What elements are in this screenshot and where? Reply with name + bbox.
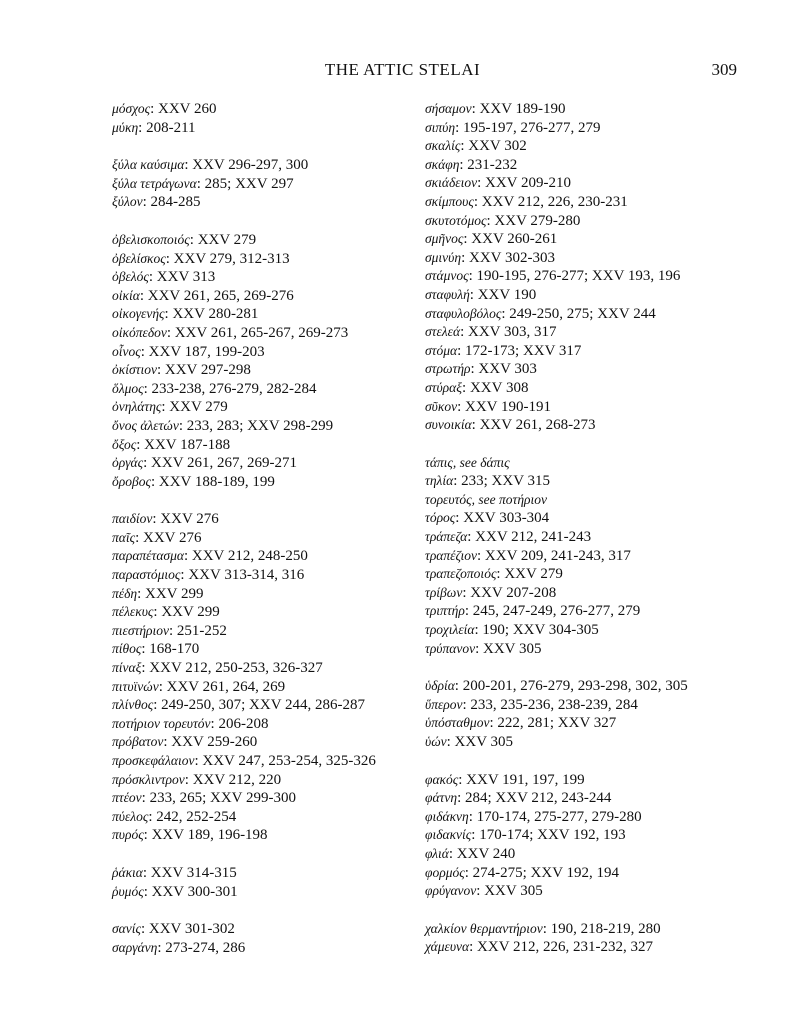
index-references: : 285; XXV 297 [196, 175, 294, 192]
index-entry [425, 677, 745, 696]
index-references: : 233, 265; XXV 299-300 [141, 790, 296, 807]
index-entry [425, 789, 745, 808]
index-term: οἰκόπεδον [112, 324, 167, 340]
index-entry [112, 808, 412, 827]
index-term: πτέον [112, 790, 142, 806]
index-references: : XXV 280-281 [164, 306, 259, 323]
index-term: ξύλον [112, 194, 143, 210]
index-group [112, 100, 412, 137]
index-entry [425, 882, 745, 901]
index-entry [425, 640, 745, 659]
index-entry [425, 621, 745, 640]
index-term: πλίνθος [112, 697, 154, 713]
index-term: πύελος [112, 808, 149, 824]
index-references: : 208-211 [138, 119, 196, 136]
index-references: : 242, 252-254 [148, 808, 237, 825]
index-entry [112, 231, 412, 250]
index-term: σῦκον [425, 398, 458, 414]
index-entry [425, 249, 745, 268]
index-entry [425, 826, 745, 845]
index-references: : XXV 209, 241-243, 317 [477, 547, 631, 564]
index-term: σκάφη [425, 156, 460, 172]
index-entry [112, 343, 412, 362]
index-references: : XXV 303, 317 [460, 324, 557, 341]
index-references: : XXV 276 [135, 529, 202, 546]
index-references: : XXV 302-303 [461, 249, 555, 266]
index-references: : XXV 299 [137, 585, 204, 602]
index-references: : XXV 212, 248-250 [183, 548, 308, 565]
index-references: : XXV 299 [153, 604, 220, 621]
index-group [112, 920, 412, 957]
index-group [425, 100, 745, 435]
index-term: σιπύη [425, 119, 456, 135]
index-entry [425, 472, 745, 491]
index-term: ὀνηλάτης [112, 399, 162, 415]
index-references: : 245, 247-249, 276-277, 279 [464, 603, 641, 620]
index-entry [425, 864, 745, 883]
index-term: ὀργάς [112, 455, 144, 471]
index-entry [112, 547, 412, 566]
index-references: : 170-174; XXV 192, 193 [471, 827, 626, 844]
page-number: 309 [711, 60, 737, 79]
index-references: : XXV 308 [462, 379, 529, 396]
index-term: πέλεκυς [112, 604, 154, 620]
index-term: πίναξ [112, 660, 142, 676]
index-term: ὀβελός [112, 269, 149, 285]
index-references: : XXV 279, 312-313 [165, 250, 290, 267]
index-references: : 190, 218-219, 280 [542, 920, 661, 937]
index-term: τάπις, see δάπις [425, 454, 510, 470]
index-entry [425, 305, 745, 324]
index-entry [425, 528, 745, 547]
index-entry [112, 864, 412, 883]
index-term: χαλκίον θερμαντήριον [425, 920, 543, 936]
index-term: φακός [425, 771, 459, 787]
index-term: τράπεζα [425, 529, 468, 545]
index-entry [425, 584, 745, 603]
index-references: : 251-252 [169, 622, 227, 639]
index-term: οἶνος [112, 343, 141, 359]
index-references: : XXV 276 [152, 511, 219, 528]
index-references: : XXV 279 [189, 231, 257, 248]
index-entry [112, 305, 412, 324]
index-entry [425, 808, 745, 827]
index-term: προσκεφάλαιον [112, 753, 195, 768]
index-term: σκαλίς [425, 138, 461, 154]
index-entry [112, 659, 412, 678]
index-entry [425, 547, 745, 566]
index-entry [425, 137, 745, 156]
index-references: : XXV 303 [470, 361, 537, 378]
index-group [425, 454, 745, 659]
index-group [112, 231, 412, 491]
index-term: παῖς [112, 529, 136, 545]
index-entry [112, 119, 412, 138]
index-references: : XXV 212, 226, 230-231 [473, 193, 628, 210]
index-entry [112, 436, 412, 455]
index-term: μύκη [112, 119, 139, 135]
index-term: ξύλα τετράγωνα [112, 175, 197, 191]
index-entry [425, 714, 745, 733]
index-term: πέδη [112, 585, 138, 601]
index-entry [425, 267, 745, 286]
index-term: τόρος [425, 510, 456, 526]
index-entry [425, 491, 745, 510]
index-term: σκιάδειον [425, 175, 478, 191]
index-references: : XXV 260-261 [463, 231, 558, 248]
index-entry [112, 324, 412, 343]
index-entry [112, 733, 412, 752]
index-references: : XXV 247, 253-254, 325-326 [194, 753, 376, 769]
index-references: : 233-238, 276-279, 282-284 [143, 380, 317, 397]
index-references: : 249-250, 275; XXV 244 [501, 305, 656, 322]
index-entry [112, 603, 412, 622]
index-references: : XXV 313 [148, 269, 216, 286]
index-references: : XXV 305 [446, 734, 514, 750]
index-references: : XXV 261, 267, 269-271 [143, 455, 298, 472]
index-entry [425, 920, 745, 939]
index-references: : 249-250, 307; XXV 244, 286-287 [153, 697, 366, 714]
index-references: : XXV 207-208 [462, 584, 557, 601]
index-references: : XXV 261, 264, 269 [158, 678, 286, 695]
index-entry [425, 509, 745, 528]
index-term: στελεά [425, 324, 461, 340]
index-references: : XXV 190-191 [457, 398, 551, 415]
index-references: : XXV 212, 250-253, 326-327 [141, 660, 323, 677]
index-term: σήσαμον [425, 101, 472, 116]
index-references: : 206-208 [210, 715, 269, 732]
index-references: : XXV 261, 265-267, 269-273 [166, 324, 349, 341]
index-references: : XXV 260 [150, 101, 217, 117]
index-term: ὑπόσταθμον [425, 715, 490, 731]
index-entry [112, 826, 412, 845]
index-references: : 168-170 [141, 641, 200, 658]
index-references: : XXV 212, 226, 231-232, 327 [469, 939, 654, 956]
index-term: στόμα [425, 342, 458, 358]
index-group [112, 510, 412, 845]
index-entry [425, 212, 745, 231]
index-references: : 222, 281; XXV 327 [489, 715, 617, 732]
index-term: τραπέζιον [425, 547, 478, 563]
index-references: : XXV 191, 197, 199 [458, 771, 585, 788]
index-references: : XXV 279 [161, 399, 228, 416]
index-term: ὄξος [112, 436, 137, 452]
index-term: σμινύη [425, 249, 462, 265]
index-term: μόσχος [112, 101, 151, 116]
index-entry [112, 287, 412, 306]
index-references: : XXV 301-302 [140, 921, 235, 938]
index-entry [112, 771, 412, 790]
index-entry [425, 100, 745, 119]
index-references: : XXV 188-189, 199 [150, 473, 275, 490]
index-references: : XXV 212, 220 [184, 771, 282, 788]
index-references: : XXV 240 [448, 845, 516, 862]
page-header [0, 60, 805, 90]
index-term: χάμευνα [425, 939, 470, 955]
index-term: ὀβελίσκος [112, 250, 166, 266]
index-term: ὑδρία [425, 678, 455, 694]
index-entry [112, 380, 412, 399]
index-references: : XXV 279 [496, 566, 563, 583]
index-term: ὑών [425, 734, 447, 749]
index-entry [112, 156, 412, 175]
index-term: σκυτοτόμος [425, 212, 487, 228]
index-references: : XXV 279-280 [486, 212, 581, 229]
index-entry [112, 640, 412, 659]
index-term: σταφυλοβόλος [425, 305, 502, 321]
index-entry [112, 454, 412, 473]
index-term: συνοικία [425, 417, 472, 433]
index-entry [112, 473, 412, 492]
index-entry [425, 379, 745, 398]
index-term: τριπτήρ [425, 603, 465, 619]
index-references: : XXV 209-210 [477, 175, 571, 192]
index-entry [112, 566, 412, 585]
index-references: : XXV 261, 265, 269-276 [139, 287, 294, 304]
index-term: ὕπερον [425, 696, 463, 712]
index-term: ὀβελισκοποιός [112, 231, 190, 247]
index-references: : XXV 314-315 [142, 864, 237, 881]
index-column-right [425, 100, 745, 976]
index-term: τηλία [425, 473, 454, 489]
index-entry [112, 622, 412, 641]
index-term: σαργάνη [112, 939, 158, 955]
index-entry [112, 175, 412, 194]
index-references: : XXV 297-298 [156, 362, 251, 379]
index-entry [112, 920, 412, 939]
index-group [425, 771, 745, 901]
index-term: τραπεζοποιός [425, 566, 497, 582]
index-entry [425, 156, 745, 175]
index-references: : 195-197, 276-277, 279 [455, 119, 601, 136]
index-term: στρωτήρ [425, 361, 471, 377]
index-references: : XXV 212, 241-243 [467, 529, 592, 546]
index-entry [112, 696, 412, 715]
index-references: : XXV 300-301 [143, 883, 238, 900]
index-entry [425, 771, 745, 790]
index-references: : XXV 302 [460, 138, 527, 155]
index-references: : XXV 305 [476, 883, 543, 900]
index-term: ποτήριον τορευτόν [112, 715, 211, 731]
index-entry [112, 250, 412, 269]
index-column-left [112, 100, 412, 976]
index-references: : XXV 187-188 [136, 436, 231, 453]
index-term: παραστόμιος [112, 567, 181, 583]
index-entry [425, 286, 745, 305]
index-term: πρόσκλιντρον [112, 771, 185, 787]
index-entry [112, 398, 412, 417]
index-term: φρύγανον [425, 883, 477, 899]
index-references: : XXV 189-190 [471, 101, 566, 117]
index-references: : 200-201, 276-279, 293-298, 302, 305 [454, 678, 688, 695]
index-term: παραπέτασμα [112, 548, 184, 564]
index-term: φορμός [425, 864, 465, 880]
index-references: : 233; XXV 315 [453, 473, 551, 490]
index-references: : XXV 261, 268-273 [471, 417, 596, 434]
index-entry [112, 529, 412, 548]
index-term: τορευτός, see ποτήριον [425, 491, 548, 507]
index-references: : XXV 313-314, 316 [180, 567, 305, 584]
index-references: : XXV 259-260 [163, 734, 258, 751]
index-term: στύραξ [425, 379, 463, 395]
index-entry [112, 752, 412, 771]
index-group [425, 677, 745, 751]
index-references: : 190-195, 276-277; XXV 193, 196 [468, 268, 681, 285]
index-entry [425, 360, 745, 379]
index-entry [112, 715, 412, 734]
index-references: : 170-174, 275-277, 279-280 [468, 808, 642, 825]
index-term: στάμνος [425, 268, 469, 284]
index-entry [425, 193, 745, 212]
index-entry [425, 602, 745, 621]
index-entry [425, 119, 745, 138]
index-entry [425, 230, 745, 249]
index-entry [425, 938, 745, 957]
index-term: φιδάκνη [425, 808, 469, 824]
index-references: : 172-173; XXV 317 [457, 342, 582, 359]
index-term: παιδίον [112, 511, 153, 527]
index-references: : 233, 283; XXV 298-299 [178, 417, 334, 434]
index-group [112, 864, 412, 901]
index-term: φάτνη [425, 790, 458, 806]
index-entry [112, 939, 412, 958]
index-entry [425, 565, 745, 584]
index-term: ὄροβος [112, 473, 151, 489]
index-references: : 273-274, 286 [157, 939, 246, 956]
index-references: : XXV 303-304 [455, 510, 550, 527]
index-term: πυρός [112, 827, 144, 843]
index-entry [112, 417, 412, 436]
index-term: τρύπανον [425, 640, 476, 656]
index-entry [425, 845, 745, 864]
index-references: : XXV 305 [475, 640, 542, 657]
running-title: THE ATTIC STELAI [324, 60, 481, 79]
index-entry [112, 193, 412, 212]
index-references: : 231-232 [459, 156, 518, 173]
index-term: πίθος [112, 641, 142, 657]
index-term: σταφυλή [425, 286, 470, 302]
index-term: οἰκογενής [112, 306, 165, 322]
index-term: τροχιλεία [425, 622, 475, 638]
index-entry [112, 585, 412, 604]
index-term: ξύλα καύσιμα [112, 157, 185, 173]
index-term: σμῆνος [425, 231, 464, 247]
index-term: πιτυϊνών [112, 678, 159, 694]
index-term: οἰκία [112, 287, 140, 303]
index-entry [112, 100, 412, 119]
index-entry [425, 733, 745, 752]
index-entry [112, 678, 412, 697]
index-references: : 274-275; XXV 192, 194 [464, 864, 620, 881]
index-entry [425, 398, 745, 417]
index-term: τρίβων [425, 584, 463, 600]
index-entry [112, 510, 412, 529]
index-entry [425, 323, 745, 342]
index-term: ὅλμος [112, 380, 144, 396]
index-term: πρόβατον [112, 734, 164, 750]
index-references: : XXV 190 [469, 286, 537, 303]
index-term: ὄνος ἀλετών [112, 417, 179, 433]
index-references: : 284; XXV 212, 243-244 [457, 790, 612, 807]
index-term: φλιά [425, 845, 449, 861]
index-references: : 284-285 [142, 194, 201, 211]
index-entry [425, 174, 745, 193]
index-term: σανίς [112, 921, 141, 937]
index-entry [112, 361, 412, 380]
index-references: : XXV 296-297, 300 [184, 157, 309, 174]
index-term: φιδακνίς [425, 827, 472, 843]
index-references: : XXV 189, 196-198 [143, 827, 268, 844]
index-term: πιεστήριον [112, 622, 169, 638]
index-references: : 190; XXV 304-305 [474, 622, 599, 639]
index-references: : 233, 235-236, 238-239, 284 [462, 696, 638, 713]
index-term: ὀκίστιον [112, 362, 157, 378]
index-entry [425, 454, 745, 473]
index-entry [425, 696, 745, 715]
index-entry [112, 789, 412, 808]
index-term: ῥάκια [112, 864, 143, 880]
index-entry [425, 416, 745, 435]
index-entry [112, 883, 412, 902]
index-group [425, 920, 745, 957]
index-term: ῥυμός [112, 883, 144, 899]
index-references: : XXV 187, 199-203 [140, 343, 265, 360]
index-group [112, 156, 412, 212]
index-term: σκίμπους [425, 193, 474, 209]
index-entry [425, 342, 745, 361]
index-entry [112, 268, 412, 287]
